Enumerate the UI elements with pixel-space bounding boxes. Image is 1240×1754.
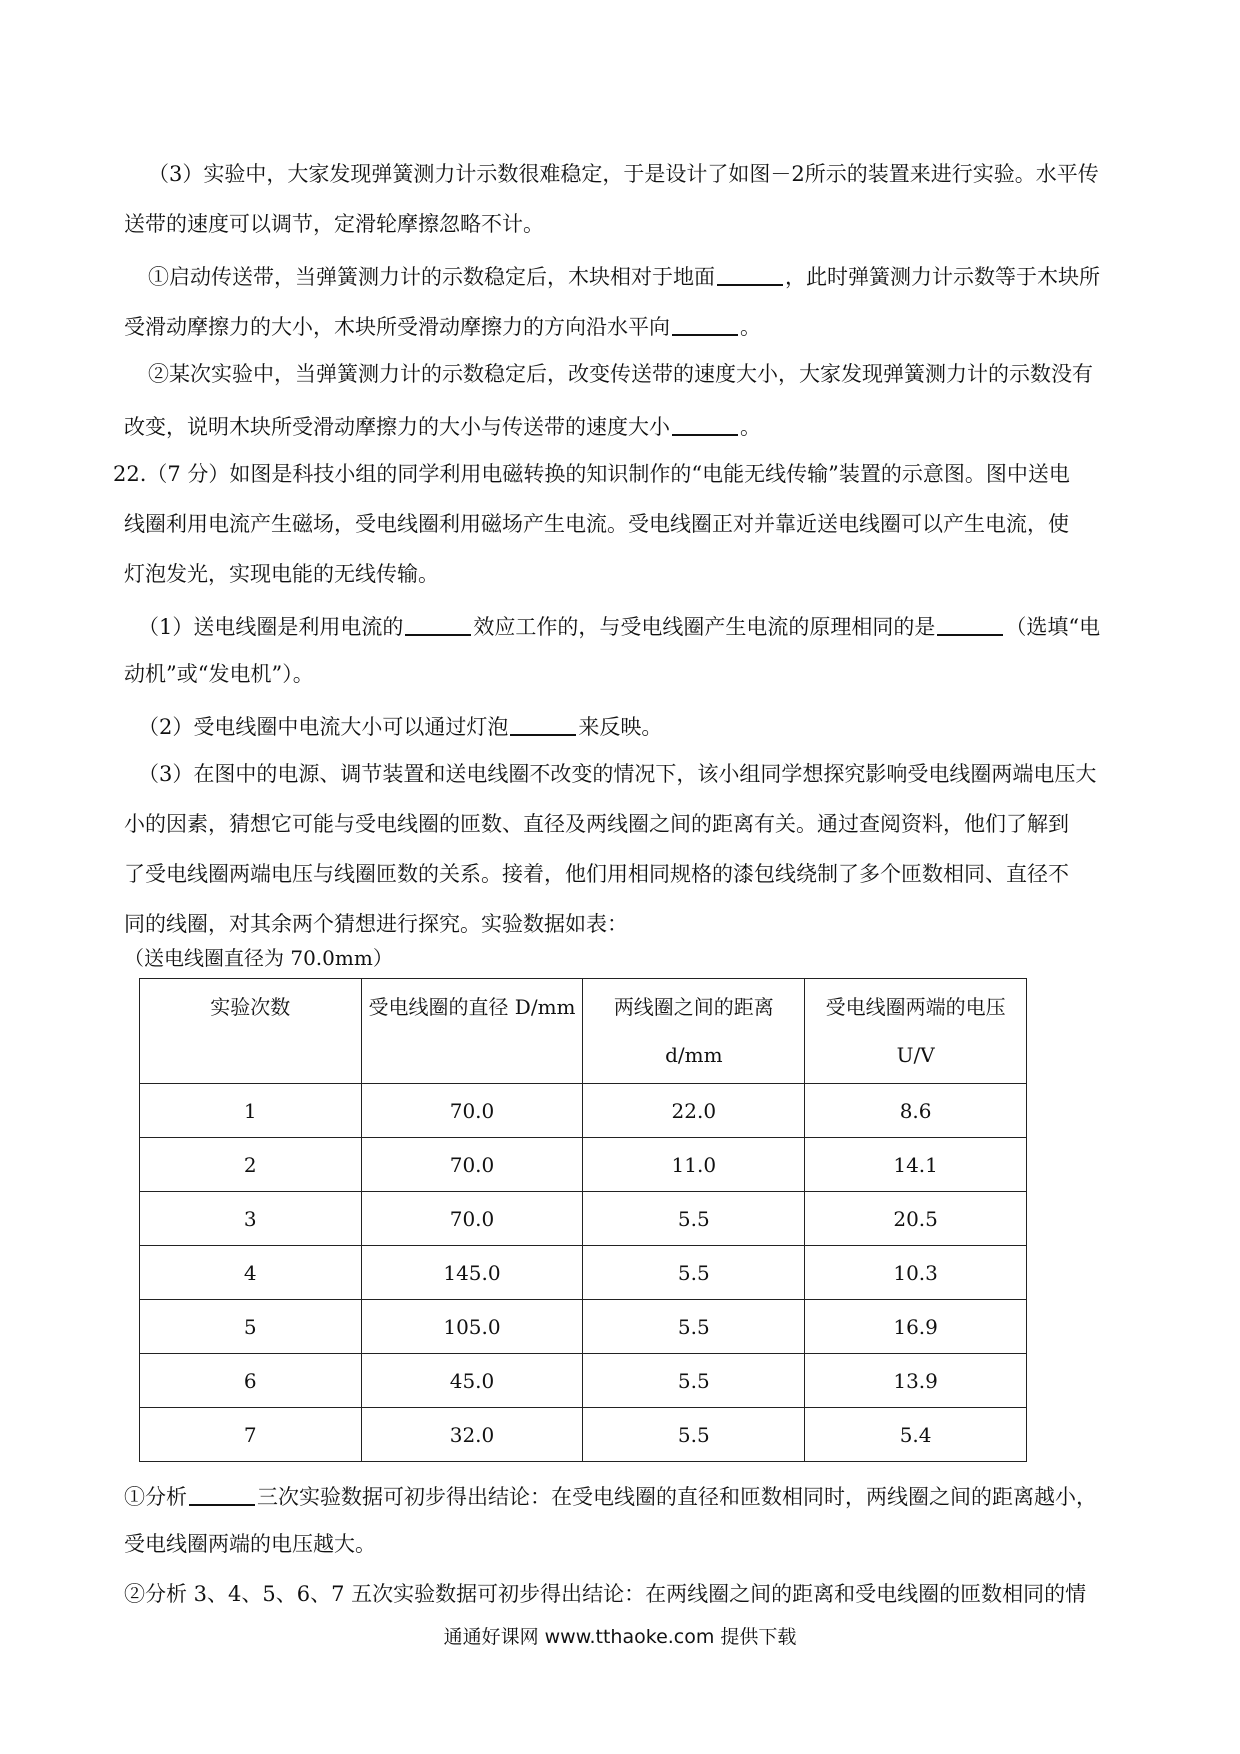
c1-text-b: 三次实验数据可初步得出结论：在受电线圈的直径和匝数相同时，两线圈之间的距离越小， (257, 1485, 1097, 1509)
table-cell: 145.0 (361, 1246, 583, 1300)
table-cell: 1 (140, 1084, 362, 1138)
q22-intro-line3: 灯泡发光，实现电能的无线传输。 (124, 562, 439, 586)
q22-1-text-b: 效应工作的，与受电线圈产生电流的原理相同的是 (473, 615, 936, 639)
table-cell: 105.0 (361, 1300, 583, 1354)
table-cell: 70.0 (361, 1192, 583, 1246)
table-row (140, 1138, 1027, 1192)
c1-text-a: ①分析 (124, 1485, 187, 1509)
table-cell: 45.0 (361, 1354, 583, 1408)
table-cell: 70.0 (361, 1084, 583, 1138)
answer-blank[interactable] (937, 612, 1003, 636)
answer-blank[interactable] (672, 412, 738, 436)
q21-3b-line2 (124, 410, 761, 441)
table-cell: 70.0 (361, 1138, 583, 1192)
table-cell: 5 (140, 1300, 362, 1354)
table-cell: 5.5 (583, 1408, 805, 1462)
q22-3-line2: 小的因素，猜想它可能与受电线圈的匝数、直径及两线圈之间的距离有关。通过查阅资料，他们了解到 (124, 812, 1069, 836)
q22-2-line (138, 710, 662, 741)
q21-3a-text-d: 。 (740, 315, 761, 339)
table-row (140, 1192, 1027, 1246)
q22-2-text-b: 来反映。 (578, 715, 663, 739)
q22-1-text-a: （1）送电线圈是利用电流的 (138, 615, 404, 639)
q22-intro-line2: 线圈利用电流产生磁场，受电线圈利用磁场产生电流。受电线圈正对并靠近送电线圈可以产生电流，使 (124, 512, 1069, 536)
q21-3a-line1 (148, 260, 1100, 291)
table-cell: 5.4 (805, 1408, 1027, 1462)
table-cell: 3 (140, 1192, 362, 1246)
table-cell: 5.5 (583, 1246, 805, 1300)
conclusion-2-line1: ②分析 3、4、5、6、7 五次实验数据可初步得出结论：在两线圈之间的距离和受电线圈的匝数相同的情 (124, 1582, 1087, 1606)
table-cell: 8.6 (805, 1084, 1027, 1138)
conclusion-1-line1 (124, 1480, 1097, 1511)
table-row (140, 1084, 1027, 1138)
experiment-data-table (139, 978, 1027, 1462)
answer-blank[interactable] (510, 712, 576, 736)
q21-3b-text-b: 。 (740, 415, 761, 439)
table-cell: 20.5 (805, 1192, 1027, 1246)
answer-blank[interactable] (189, 1482, 255, 1506)
table-cell: 11.0 (583, 1138, 805, 1192)
header-cell: 受电线圈的直径 D/mm (361, 979, 583, 1084)
table-row (140, 1246, 1027, 1300)
answer-blank[interactable] (405, 612, 471, 636)
q21-3b-text-a: 改变，说明木块所受滑动摩擦力的大小与传送带的速度大小 (124, 415, 670, 439)
header-cell: 实验次数 (140, 979, 362, 1084)
q21-3a-line2 (124, 310, 761, 341)
table-cell: 4 (140, 1246, 362, 1300)
table-cell: 32.0 (361, 1408, 583, 1462)
table-cell: 5.5 (583, 1300, 805, 1354)
table-cell: 13.9 (805, 1354, 1027, 1408)
table-cell: 22.0 (583, 1084, 805, 1138)
header-cell: 两线圈之间的距离 d/mm (583, 979, 805, 1084)
table-row (140, 1408, 1027, 1462)
q22-3-line3: 了受电线圈两端电压与线圈匝数的关系。接着，他们用相同规格的漆包线绕制了多个匝数相同、直径不 (124, 862, 1069, 886)
q22-1-text-c: （选填“电 (1005, 615, 1101, 639)
footer-credit: 通通好课网 www.tthaoke.com 提供下载 (443, 1626, 797, 1648)
q21-3b-line1: ②某次实验中，当弹簧测力计的示数稳定后，改变传送带的速度大小，大家发现弹簧测力计的示数没有 (148, 362, 1093, 386)
table-cell: 7 (140, 1408, 362, 1462)
q22-intro-line1: 22.（7 分）如图是科技小组的同学利用电磁转换的知识制作的“电能无线传输”装置的示意图。图中送电 (113, 462, 1070, 486)
table-cell: 10.3 (805, 1246, 1027, 1300)
table-row (140, 1300, 1027, 1354)
q21-3a-text-a: ①启动传送带，当弹簧测力计的示数稳定后，木块相对于地面 (148, 265, 715, 289)
q22-1-line2: 动机”或“发电机”）。 (124, 662, 314, 686)
answer-blank[interactable] (672, 312, 738, 336)
table-note: （送电线圈直径为 70.0mm） (124, 946, 393, 970)
header-cell: 受电线圈两端的电压 U/V (805, 979, 1027, 1084)
table-cell: 5.5 (583, 1354, 805, 1408)
q21-3a-text-b: ，此时弹簧测力计示数等于木块所 (785, 265, 1100, 289)
table-cell: 5.5 (583, 1192, 805, 1246)
answer-blank[interactable] (717, 262, 783, 286)
table-cell: 2 (140, 1138, 362, 1192)
q21-3-text-line2: 送带的速度可以调节，定滑轮摩擦忽略不计。 (124, 212, 544, 236)
q22-3-line1: （3）在图中的电源、调节装置和送电线圈不改变的情况下，该小组同学想探究影响受电线圈两端电压大 (138, 762, 1097, 786)
table-cell: 14.1 (805, 1138, 1027, 1192)
q22-1-line1 (138, 610, 1100, 641)
table-header-row (140, 979, 1027, 1084)
table-cell: 6 (140, 1354, 362, 1408)
conclusion-1-line2: 受电线圈两端的电压越大。 (124, 1532, 376, 1556)
table-row (140, 1354, 1027, 1408)
q22-3-line4: 同的线圈，对其余两个猜想进行探究。实验数据如表： (124, 912, 628, 936)
q22-2-text-a: （2）受电线圈中电流大小可以通过灯泡 (138, 715, 509, 739)
table-cell: 16.9 (805, 1300, 1027, 1354)
q21-3a-text-c: 受滑动摩擦力的大小，木块所受滑动摩擦力的方向沿水平向 (124, 315, 670, 339)
q21-3-text-line1: （3）实验中，大家发现弹簧测力计示数很难稳定，于是设计了如图－2所示的装置来进行实验。水平传 (148, 162, 1099, 186)
